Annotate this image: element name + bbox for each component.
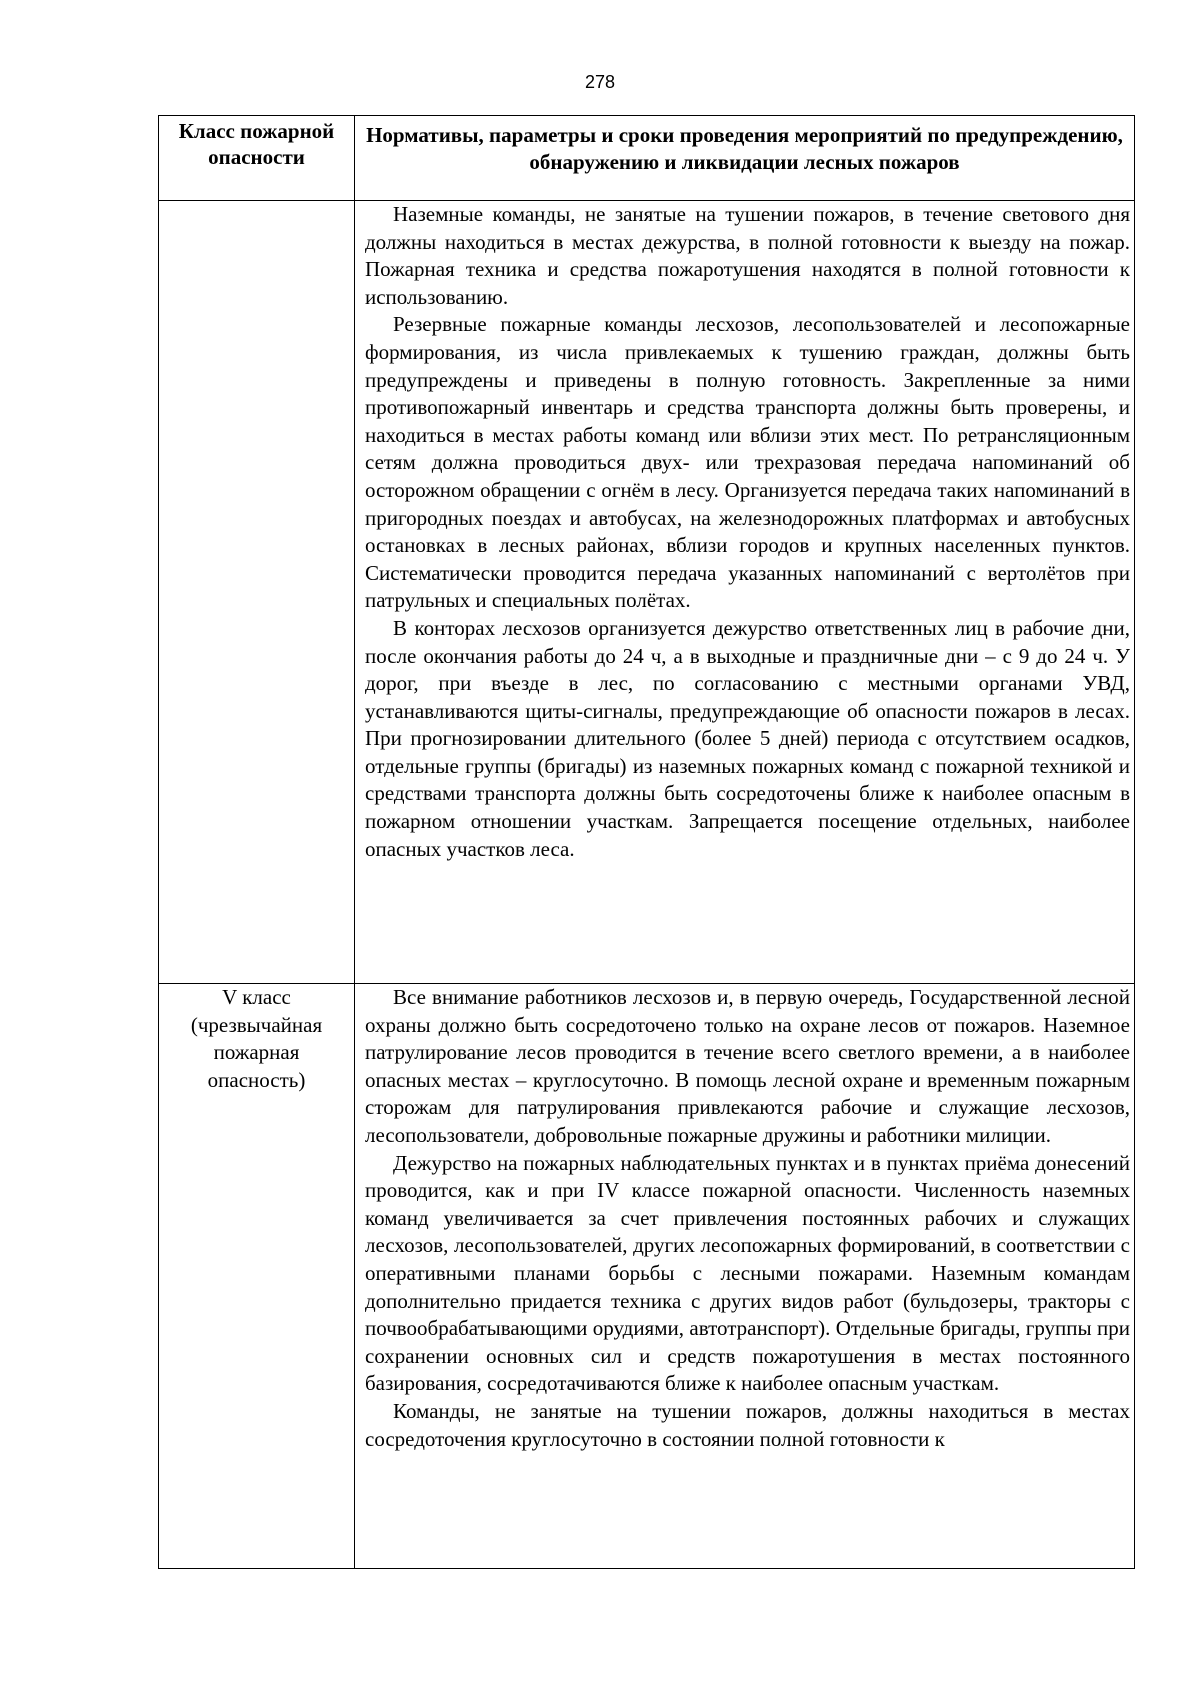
paragraph: Наземные команды, не занятые на тушении пожаров, в течение светового дня должны находиться в местах дежурства, в полной готовности к выезду на пожар. Пожарная техника и средства пожаротушения находятся в полной готовности к использованию.	[365, 202, 1130, 309]
paragraph: Резервные пожарные команды лесхозов, лесопользователей и лесопожарные формирования, из числа привлекаемых к тушению граждан, должны быть предупреждены и приведены в полную готовность. Закрепленные за ними противопожарный инвентарь и средства транспорта должны быть проверены, и находиться в местах работы команд или вблизи этих мест. По ретрансляционным сетям должна проводиться двух- или трехразовая передача напоминаний об осторожном обращении с огнём в лесу. Организуется передача таких напоминаний в пригородных поездах и автобусах, на железнодорожных платформах и автобусных остановках в лесных районах, вблизи городов и крупных населенных пунктов. Систематически проводится передача указанных напоминаний с вертолётов при патрульных и специальных полётах.	[365, 312, 1130, 613]
fire-danger-table	[158, 115, 1135, 1569]
header-measures-column: Нормативы, параметры и сроки проведения мероприятий по предупреждению, обнаружению и ликвидации лесных пожаров	[355, 116, 1135, 201]
paragraph: Команды, не занятые на тушении пожаров, должны находиться в местах сосредоточения круглосуточно в состоянии полной готовности к	[365, 1398, 1130, 1451]
class-cell	[159, 201, 355, 984]
header-class-column: Класс пожарной опасности	[159, 116, 355, 201]
table-header-row	[159, 116, 1135, 201]
class-cell: V класс (чрезвычайная пожарная опасность)	[159, 984, 355, 1569]
measures-cell	[355, 201, 1135, 984]
measures-cell	[355, 984, 1135, 1569]
page-number: 278	[584, 72, 616, 92]
table-row	[159, 984, 1135, 1569]
paragraph: Все внимание работников лесхозов и, в первую очередь, Государственной лесной охраны должно быть сосредоточено только на охране лесов от пожаров. Наземное патрулирование лесов проводится в течение всего светлого времени, а в наиболее опасных местах – круглосуточно. В помощь лесной охране и временным пожарным сторожам для патрулирования привлекаются рабочие и служащие лесхозов, лесопользователи, добровольные пожарные дружины и работники милиции.	[365, 985, 1130, 1147]
paragraph: Дежурство на пожарных наблюдательных пунктах и в пунктах приёма донесений проводится, как и при IV классе пожарной опасности. Численность наземных команд увеличивается за счет привлечения постоянных рабочих и служащих лесхозов, лесопользователей, других лесопожарных формирований, в соответствии с оперативными планами борьбы с лесными пожарами. Наземным командам дополнительно придается техника с других видов работ (бульдозеры, тракторы с почвообрабатывающими орудиями, автотранспорт). Отдельные бригады, группы при сохранении основных сил и средств пожаротушения в местах постоянного базирования, сосредотачиваются ближе к наиболее опасным участкам.	[365, 1150, 1130, 1396]
table-row	[159, 201, 1135, 984]
paragraph: В конторах лесхозов организуется дежурство ответственных лиц в рабочие дни, после окончания работы до 24 ч, а в выходные и праздничные дни – с 9 до 24 ч. У дорог, при въезде в лес, по согласованию с местными органами УВД, устанавливаются щиты-сигналы, предупреждающие об опасности пожаров в лесах. При прогнозировании длительного (более 5 дней) периода с отсутствием осадков, отдельные группы (бригады) из наземных пожарных команд с пожарной техникой и средствами транспорта должны быть сосредоточены ближе к наиболее опасным в пожарном отношении участкам. Запрещается посещение отдельных, наиболее опасных участков леса.	[365, 615, 1130, 861]
